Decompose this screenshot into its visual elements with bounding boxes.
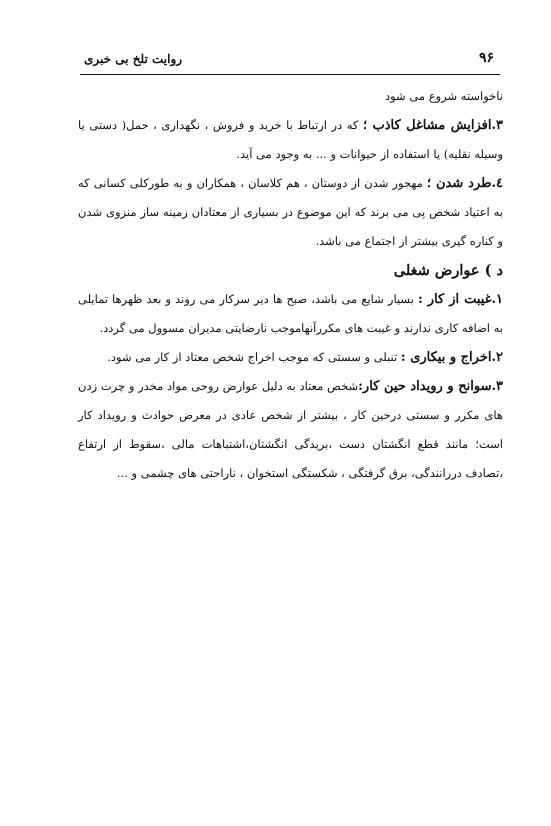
item-label: ۱.غیبت از کار :	[418, 292, 503, 307]
paragraph-dismissal	[78, 343, 503, 372]
item-label: ٤.طرد شدن ؛	[426, 176, 503, 191]
page-number: ۹۶	[478, 50, 494, 66]
paragraph-workplace-accidents	[78, 372, 503, 488]
item-text: شخص معتاد به دلیل عوارض روحی مواد مخدر و چرت زدن های مکرر و سستی درحین کار ، بیشتر از شخص عادی در معرض حوادث و رویداد کار است؛ مانند قطع انگشتان دست ،بریدگی انگشتان،اشتباهات مالی ،سقوط از ارتفاع ،تصادف دررانندگی، برق گرفتگی ، شکستگی استخوان ، ناراحتی های چشمی و ...	[78, 379, 503, 480]
paragraph-false-jobs	[78, 111, 503, 169]
item-text: تنبلی و سستی که موجب اخراج شخص معتاد از کار می شود.	[107, 350, 401, 364]
item-text: که در ارتباط با خرید و فروش ، نگهداری ، حمل( دستی یا وسیله نقلیه) یا استفاده از حیوانات و ... به وجود می آید.	[78, 118, 503, 161]
item-text: بسیار شایع می باشد، صبح ها دیر سرکار می روند و بعد ظهرها تمایلی به اضافه کاری ندارند و غیبت های مکررآنهاموجب نارضایتی مدیران مسوول می گردد.	[78, 292, 503, 335]
paragraph-continuation: ناخواسته شروع می شود	[384, 89, 503, 103]
page-body	[78, 82, 503, 488]
item-label: ۳.سوانح و رویداد حین کار:	[358, 379, 503, 394]
running-title: روایت تلخ بی خبری	[84, 52, 183, 66]
item-label: ۲.اخراج و بیکاری :	[400, 350, 503, 365]
item-text: مهجور شدن از دوستان ، هم کلاسان ، همکاران و به طورکلی کسانی که به اعتیاد شخص پی می برند که این موضوع در بسیاری از معتادان زمینه ساز منزوی شدن و کناره گیری بیشتر از اجتماع می باشد.	[78, 176, 503, 248]
header-divider	[80, 74, 500, 75]
page-header	[80, 50, 500, 72]
section-heading: د ) عوارض شغلی	[393, 262, 503, 279]
paragraph-absence	[78, 285, 503, 343]
item-label: ۳.افزایش مشاغل کاذب ؛	[362, 118, 504, 133]
paragraph-social-rejection	[78, 169, 503, 256]
